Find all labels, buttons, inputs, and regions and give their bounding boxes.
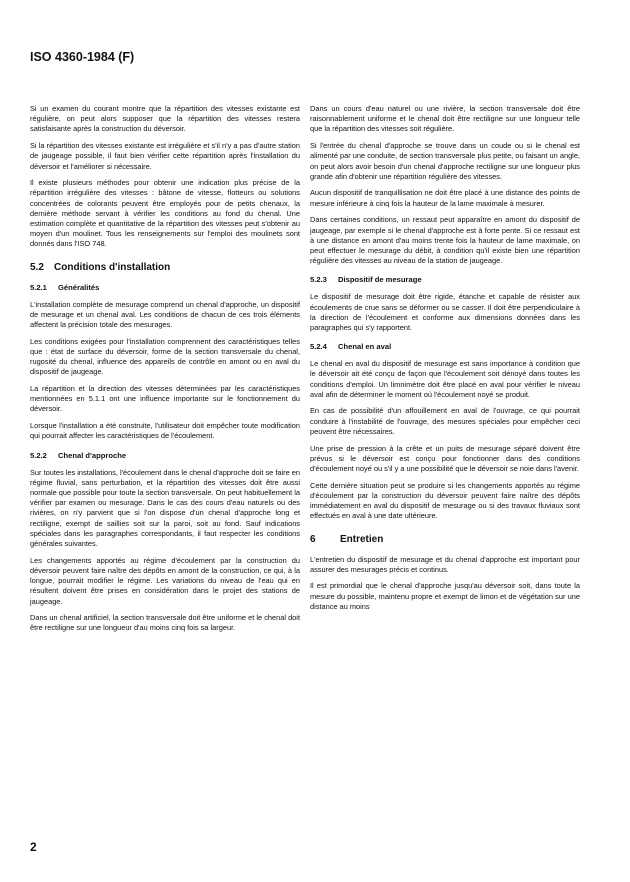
paragraph: Les conditions exigées pour l'installation comprennent des caractéristiques telles que : état de surface du déversoir, forme de la section transversale du chenal, rugosité du chenal, influence des appareils de contrôle en amont ou en aval du dispositif de jaugeage. [30,336,300,377]
right-column [310,104,580,619]
paragraph: Le chenal en aval du dispositif de mesurage est sans importance à condition que le déversoir ait été conçu de façon que l'écoulement soit dénoyé dans toutes les conditions d'emploi. Un limnimètre doit être placé en aval pour vérifier le niveau aval afin de déterminer le moment où l'écoulement noyé se produit. [310,359,580,399]
paragraph: Le dispositif de mesurage doit être rigide, étanche et capable de résister aux écoulements de crue sans se déformer ou se casser. Il doit être perpendiculaire à la direction de l'écoulement et conforme aux dimensions données dans les paragraphes qui s'y rapportent. [310,292,580,332]
paragraph: Si un examen du courant montre que la répartition des vitesses existante est régulière, on peut alors supposer que la répartition des vitesses restera satisfaisante après la construction du déversoir. [30,104,300,134]
paragraph: Lorsque l'installation a été construite, l'utilisateur doit empêcher toute modification qui pourrait affecter les caractéristiques de l'écoulement. [30,421,300,441]
paragraph: Cette dernière situation peut se produire si les changements apportés au régime d'écoulement par la construction du déversoir peuvent faire naître des dépôts immédiatement en aval du dispositif de mesurage ou si des travaux fluviaux sont effectués en aval à une date ultérieure. [310,480,580,521]
section-heading-5-2-1 [30,283,300,293]
page-number: 2 [30,840,37,854]
section-number: 5.2.2 [30,450,47,460]
section-heading-5-2 [30,262,300,274]
paragraph: Les changements apportés au régime d'écoulement par la construction du déversoir peuvent faire naître des dépôts en amont de la construction, ce qui, à la longue, pourrait modifier le régime. Les variations du niveau de l'eau qui en résultent doivent être prises en considération dans le projet des stations de jaugeage. [30,555,300,606]
section-heading-6 [310,534,580,546]
section-title: Conditions d'installation [54,261,171,273]
section-number: 5.2.4 [310,342,327,352]
paragraph: Il existe plusieurs méthodes pour obtenir une indication plus précise de la répartition irrégulière des vitesses : bâtone de vitesse, flotteurs ou solutions concentrées de colorants peuvent être employés pour de petits chenaux, la dernière méthode servant à vérifier les conditions au fond du chenal. Une estimation complète et quantitative de la répartition des vitesses peut s'obtenir au moyen d'un moulinet. Tous les renseignements sur l'emploi des moulinets sont donnés dans l'ISO 748. [30,178,300,249]
section-title: Généralités [58,282,100,292]
paragraph: Une prise de pression à la crête et un puits de mesurage séparé doivent être prévus si le déversoir est conçu pour fonctionner dans des conditions d'écoulement noyé ou s'il y a une possibilité que le déversoir se noie dans l'avenir. [310,443,580,473]
left-column [30,104,300,640]
section-number: 6 [310,533,316,545]
paragraph: La répartition et la direction des vitesses déterminées par les caractéristiques mentionnées en 5.1.1 ont une influence importante sur le fonctionnement du déversoir. [30,384,300,414]
document-header: ISO 4360-1984 (F) [30,50,135,64]
section-title: Chenal en aval [338,342,392,352]
section-heading-5-2-3 [310,275,580,285]
paragraph: Sur toutes les installations, l'écoulement dans le chenal d'approche doit se faire en régime fluvial, sans perturbation, et la répartition des vitesses doit être aussi normale que possible pour toute la section transversale. On peut habituellement la vérifier par examen ou mesurage. Dans le cas des cours d'eau naturels ou des rivières, on n'y parvient que si l'on dispose d'un chenal d'approche long et rectiligne, exempt de saillies soit sur la paroi, soit au fond. Sauf indications spéciales dans les paragraphes correspondants, il faut respecter les conditions générales suivantes. [30,467,300,548]
paragraph: L'installation complète de mesurage comprend un chenal d'approche, un dispositif de mesurage et un chenal aval. Les conditions de chacun de ces trois éléments affectent la précision totale des mesurages. [30,299,300,330]
paragraph: Si l'entrée du chenal d'approche se trouve dans un coude ou si le chenal est alimenté par une conduite, de section transversale plus petite, ou faisant un angle, on peut alors avoir besoin d'un chenal d'approche rectiligne sur une longueur plus grande afin d'obtenir une répartition régulière des vitesses. [310,141,580,181]
section-title: Chenal d'approche [58,450,127,460]
paragraph: L'entretien du dispositif de mesurage et du chenal d'approche est important pour assurer des mesurages précis et continus. [310,554,580,574]
paragraph: En cas de possibilité d'un affouillement en aval de l'ouvrage, ce qui pourrait conduire à l'instabilité de l'ouvrage, des mesures spéciales pour empêcher ceci peuvent être nécessaires. [310,406,580,436]
section-heading-5-2-4 [310,342,580,352]
section-title: Entretien [340,533,384,545]
section-number: 5.2 [30,261,44,273]
section-title: Dispositif de mesurage [338,275,422,285]
paragraph: Dans un chenal artificiel, la section transversale doit être uniforme et le chenal doit être rectiligne sur une longueur d'au moins cinq fois sa largeur. [30,613,300,633]
section-number: 5.2.3 [310,275,327,285]
paragraph: Dans un cours d'eau naturel ou une rivière, la section transversale doit être raisonnablement uniforme et le chenal doit être rectiligne sur une longueur telle que la répartition des vitesses soit régulière. [310,104,580,134]
section-heading-5-2-2 [30,451,300,461]
paragraph: Dans certaines conditions, un ressaut peut apparaître en amont du dispositif de jaugeage, par exemple si le chenal d'approche est à forte pente. Si ce ressaut est à une distance en amont d'au moins trente fois la hauteur de lame maximale, on peut effectuer le mesurage du débit, à condition qu'il existe bien une répartition régulière des vitesses au niveau de la station de jaugeage. [310,215,580,266]
paragraph: Il est primordial que le chenal d'approche jusqu'au déversoir soit, dans toute la mesure du possible, maintenu propre et exempt de limon et de végétation sur une distance au moins [310,581,580,611]
paragraph: Si la répartition des vitesses existante est irrégulière et s'il n'y a pas d'autre station de jaugeage possible, il faut bien vérifier cette répartition après l'installation du déversoir et l'améliorer si nécessaire. [30,141,300,171]
paragraph: Aucun dispositif de tranquillisation ne doit être placé à une distance des points de mesure inférieure à cinq fois la hauteur de la lame maximale à mesurer. [310,188,580,208]
section-number: 5.2.1 [30,282,47,292]
